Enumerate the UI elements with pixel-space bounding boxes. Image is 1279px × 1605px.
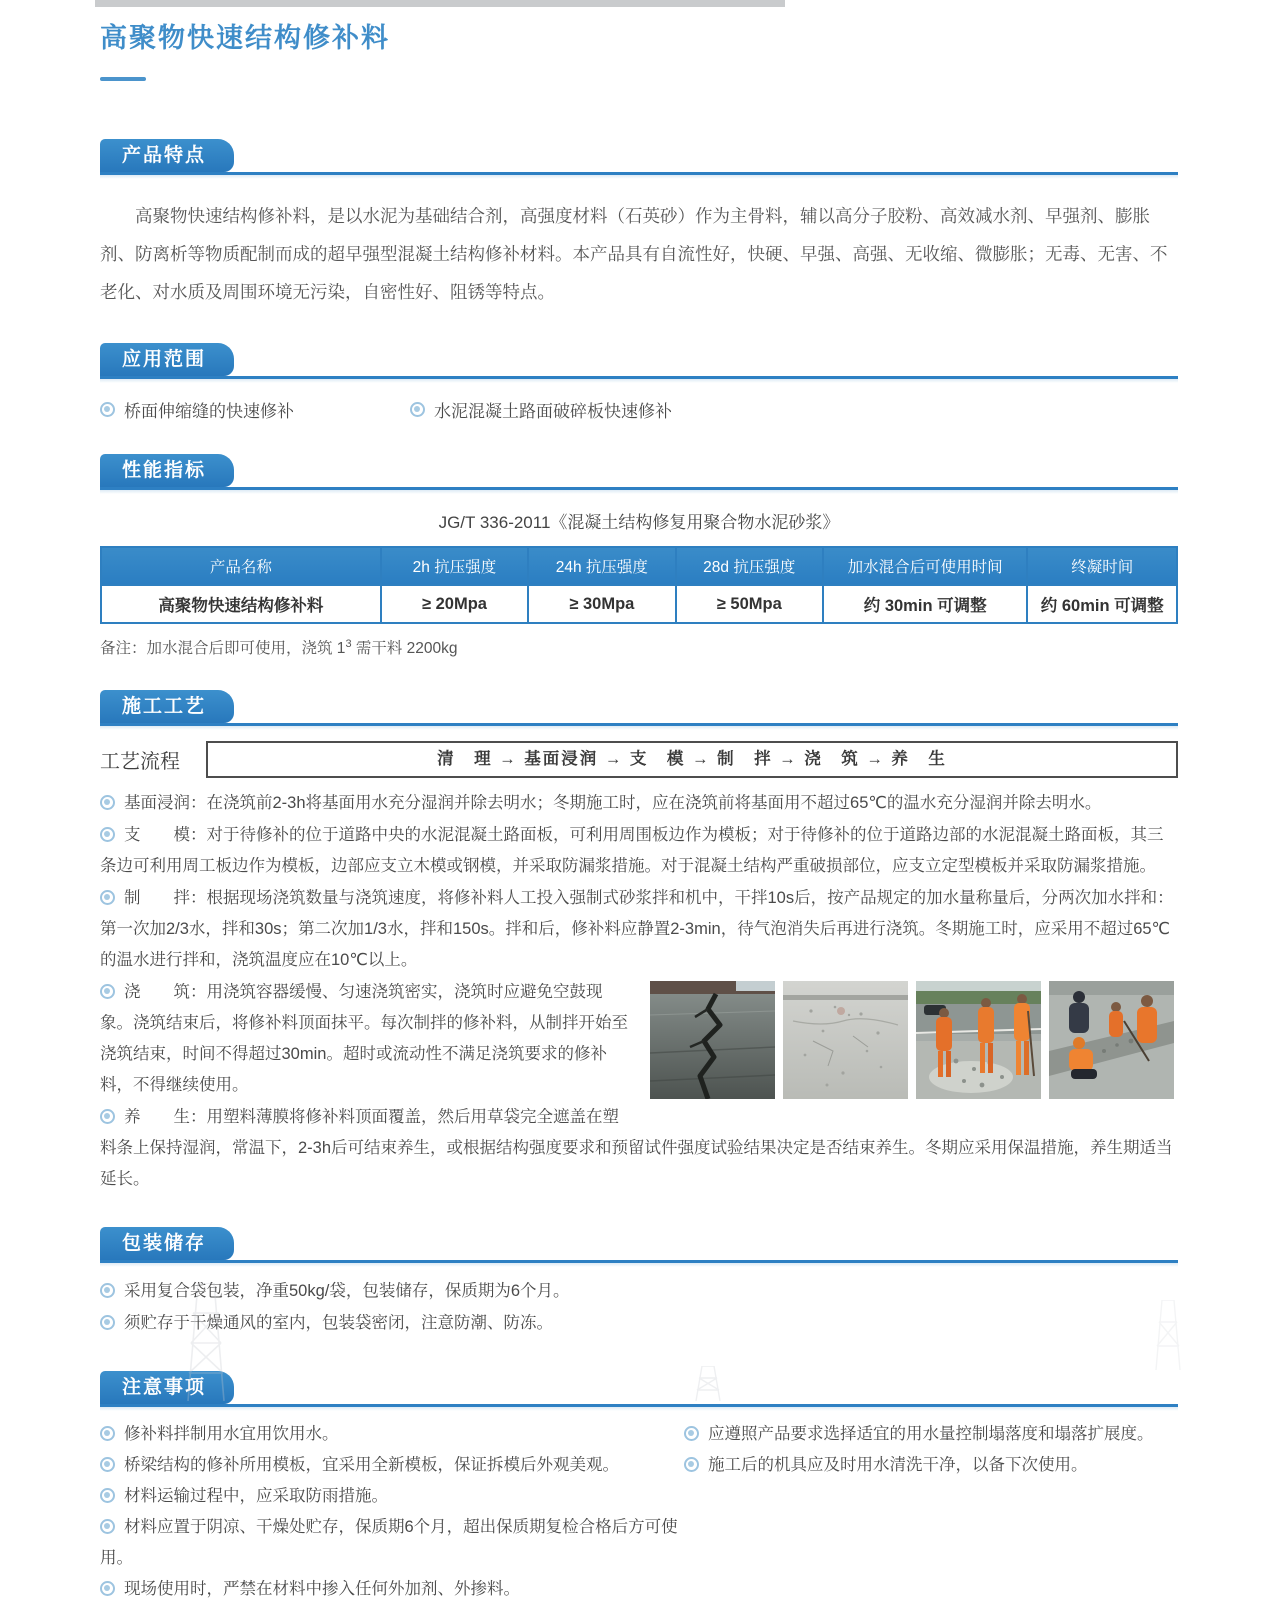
ring-bullet-icon — [684, 1457, 699, 1472]
notes-left-column — [100, 1419, 684, 1605]
column-header: 24h 抗压强度 — [528, 547, 675, 585]
document-page — [100, 0, 1178, 1605]
features-paragraph: 高聚物快速结构修补料，是以水泥为基础结合剂，高强度材料（石英砂）作为主骨料，辅以高分子胶粉、高效减水剂、早强剂、膨胀剂、防离析等物质配制而成的超早强型混凝土结构修补材料。本产品具有自流性好，快硬、早强、高强、无收缩、微膨胀；无毒、无害、不老化、对水质及周围环境无污染，自密性好、阻锈等特点。 — [100, 206, 1168, 302]
flow-diagram-box: 清 理 → 基面浸润 → 支 模 → 制 拌 → 浇 筑 → 养 生 — [206, 741, 1178, 778]
page-title: 高聚物快速结构修补料 — [100, 23, 390, 53]
table-cell: ≥ 50Mpa — [676, 585, 823, 623]
notes-right-column — [684, 1419, 1178, 1605]
list-item — [100, 397, 410, 422]
list-item: 修补料拌制用水宜用饮用水。 — [100, 1419, 684, 1450]
list-item: 应遵照产品要求选择适宜的用水量控制塌落度和塌落扩展度。 — [684, 1419, 1178, 1450]
column-header: 28d 抗压强度 — [676, 547, 823, 585]
table-cell: 约 30min 可调整 — [823, 585, 1027, 623]
ring-bullet-icon — [100, 795, 115, 810]
application-list — [100, 397, 1178, 422]
step-item: 养 生：用塑料薄膜将修补料顶面覆盖，然后用草袋完全遮盖在塑料条上保持湿润，常温下，2-3h后可结束养生，或根据结构强度要求和预留试件强度试验结果决定是否结束养生。冬期应采用保温措施，养生期适当延长。 — [100, 1108, 1173, 1188]
construction-photo-strip — [650, 981, 1178, 1099]
column-header: 产品名称 — [101, 547, 381, 585]
performance-table — [100, 546, 1178, 624]
section-header-notes — [100, 1371, 1178, 1407]
step-item: 基面浸润：在浇筑前2-3h将基面用水充分湿润并除去明水；冬期施工时，应在浇筑前将基面用不超过65℃的温水充分湿润并除去明水。 — [100, 788, 1178, 819]
construction-steps — [100, 788, 1178, 1195]
title-underline — [100, 77, 146, 81]
ring-bullet-icon — [100, 1457, 115, 1472]
ring-bullet-icon — [100, 1519, 115, 1534]
notes-list — [100, 1419, 1178, 1605]
ring-bullet-icon — [100, 1488, 115, 1503]
ring-bullet-icon — [100, 1283, 115, 1298]
standard-reference: JG/T 336-2011《混凝土结构修复用聚合物水泥砂浆》 — [438, 513, 840, 532]
table-row — [101, 585, 1177, 623]
section-header-packaging — [100, 1227, 1178, 1263]
step-item: 支 模：对于待修补的位于道路中央的水泥混凝土路面板，可利用周围板边作为模板；对于待修补的位于道路边部的水泥混凝土路面板，其三条边可利用周工板边作为模板，边部应支立木模或钢模，并采取防漏浆措施。对于混凝土结构严重破损部位，应支立定型模板并采取防漏浆措施。 — [100, 826, 1164, 875]
ring-bullet-icon — [100, 984, 115, 999]
section-header-features — [100, 139, 1178, 175]
section-tab-construction: 施工工艺 — [100, 690, 234, 723]
application-item-label: 水泥混凝土路面破碎板快速修补 — [434, 402, 672, 421]
ring-bullet-icon — [100, 1581, 115, 1596]
ring-bullet-icon — [100, 402, 115, 417]
section-header-application — [100, 343, 1178, 379]
ring-bullet-icon — [100, 1109, 115, 1124]
packaging-list — [100, 1275, 1178, 1339]
ring-bullet-icon — [100, 1426, 115, 1441]
list-item: 采用复合袋包装，净重50kg/袋，包装储存，保质期为6个月。 — [100, 1275, 1178, 1307]
table-footnote: 备注：加水混合后即可使用，浇筑 $1^3$ 需干料 2200kg — [100, 637, 458, 657]
section-tab-performance: 性能指标 — [100, 454, 234, 487]
road-repair-crew-photo — [916, 981, 1041, 1099]
section-tab-application: 应用范围 — [100, 343, 234, 376]
process-flow-row — [100, 741, 1178, 778]
table-cell: ≥ 30Mpa — [528, 585, 675, 623]
list-item: 桥梁结构的修补所用模板，宜采用全新模板，保证拆模后外观美观。 — [100, 1450, 684, 1481]
list-item: 须贮存于干燥通风的室内，包装袋密闭，注意防潮、防冻。 — [100, 1307, 1178, 1339]
flow-label: 工艺流程 — [100, 751, 180, 773]
list-item: 施工后的机具应及时用水清洗干净，以备下次使用。 — [684, 1450, 1178, 1481]
column-header: 2h 抗压强度 — [381, 547, 528, 585]
section-tab-notes: 注意事项 — [100, 1371, 234, 1404]
step-item: 浇 筑：用浇筑容器缓慢、匀速浇筑密实，浇筑时应避免空鼓现象。浇筑结束后，将修补料顶面抹平。每次制拌的修补料，从制拌开始至浇筑结束，时间不得超过30min。超时或流动性不满足浇筑要求的修补料，不得继续使用。 — [100, 983, 628, 1094]
ring-bullet-icon — [100, 1315, 115, 1330]
pavement-crack-photo — [650, 981, 775, 1099]
section-tab-packaging: 包装储存 — [100, 1227, 234, 1260]
section-header-performance — [100, 454, 1178, 490]
table-cell: 约 60min 可调整 — [1027, 585, 1177, 623]
table-cell: ≥ 20Mpa — [381, 585, 528, 623]
application-item-label: 桥面伸缩缝的快速修补 — [124, 402, 294, 421]
ring-bullet-icon — [100, 827, 115, 842]
column-header: 终凝时间 — [1027, 547, 1177, 585]
section-tab-features: 产品特点 — [100, 139, 234, 172]
step-item: 制 拌：根据现场浇筑数量与浇筑速度，将修补料人工投入强制式砂浆拌和机中，干拌10s后，按产品规定的加水量称量后，分两次加水拌和：第一次加2/3水，拌和30s；第二次加1/3水，拌和150s。拌和后，修补料应静置2-3min，待气泡消失后再进行浇筑。冬期施工时，应采用不超过65℃的温水进行拌和，浇筑温度应在10℃以上。 — [100, 889, 1174, 969]
column-header: 加水混合后可使用时间 — [823, 547, 1027, 585]
list-item: 材料运输过程中，应采取防雨措施。 — [100, 1481, 684, 1512]
ring-bullet-icon — [100, 890, 115, 905]
section-header-construction — [100, 690, 1178, 726]
ring-bullet-icon — [684, 1426, 699, 1441]
worn-concrete-photo — [783, 981, 908, 1099]
list-item: 材料应置于阴凉、干燥处贮存，保质期6个月，超出保质期复检合格后方可使用。 — [100, 1518, 678, 1567]
list-item: 现场使用时，严禁在材料中掺入任何外加剂、外掺料。 — [100, 1574, 684, 1605]
ring-bullet-icon — [410, 402, 425, 417]
concrete-repair-closeup-photo — [1049, 981, 1174, 1099]
list-item — [410, 397, 672, 422]
table-cell: 高聚物快速结构修补料 — [101, 585, 381, 623]
table-header-row — [101, 547, 1177, 585]
